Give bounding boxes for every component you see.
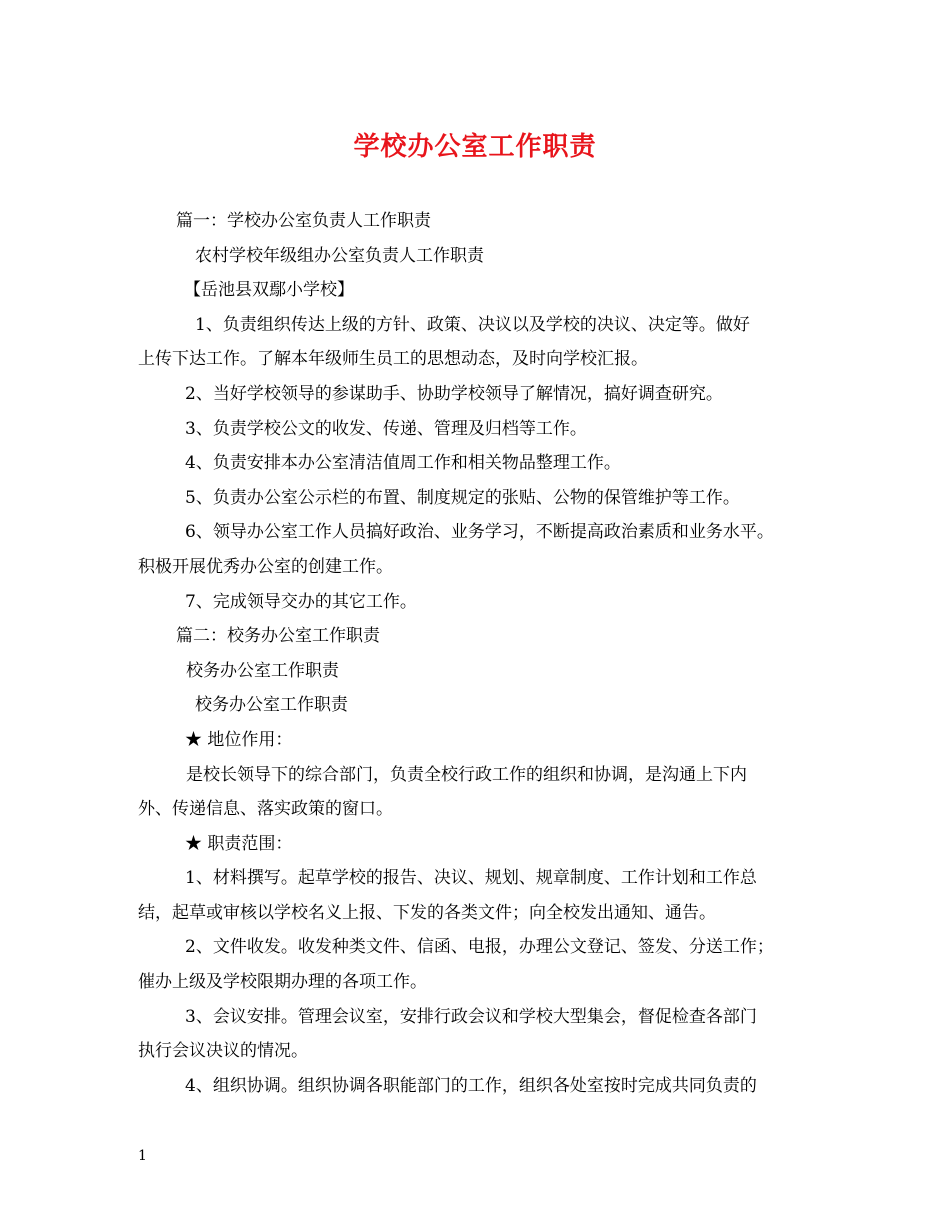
paragraph-item-6-cont: 积极开展优秀办公室的创建工作。: [138, 556, 393, 577]
paragraph-item-6: 6、领导办公室工作人员搞好政治、业务学习，不断提高政治素质和业务水平。: [185, 522, 774, 543]
paragraph-item-4: 4、负责安排本办公室清洁值周工作和相关物品整理工作。: [185, 453, 621, 474]
scope-item-1-cont: 结，起草或审核以学校名义上报、下发的各类文件；向全校发出通知、通告。: [138, 902, 716, 923]
scope-item-2-cont: 催办上级及学校限期办理的各项工作。: [138, 972, 427, 993]
document-title: 学校办公室工作职责: [353, 132, 597, 162]
document-body: [138, 204, 828, 1103]
scope-item-3-cont: 执行会议决议的情况。: [138, 1041, 308, 1062]
role-paragraph-cont: 外、传递信息、落实政策的窗口。: [138, 799, 393, 820]
subheading-1: 农村学校年级组办公室负责人工作职责: [195, 245, 484, 266]
paragraph-item-5: 5、负责办公室公示栏的布置、制度规定的张贴、公物的保管维护等工作。: [185, 487, 740, 508]
role-paragraph: 是校长领导下的综合部门，负责全校行政工作的组织和协调，是沟通上下内: [186, 764, 747, 785]
paragraph-item-1: 1、负责组织传达上级的方针、政策、决议以及学校的决议、决定等。做好: [195, 314, 750, 335]
scope-item-4: 4、组织协调。组织协调各职能部门的工作，组织各处室按时完成共同负责的: [185, 1075, 757, 1096]
subheading-2: 校务办公室工作职责: [186, 660, 339, 681]
paragraph-item-3: 3、负责学校公文的收发、传递、管理及归档等工作。: [185, 418, 587, 439]
scope-item-3: 3、会议安排。管理会议室，安排行政会议和学校大型集会，督促检查各部门: [185, 1006, 757, 1027]
school-name: 【岳池县双鄢小学校】: [184, 280, 354, 301]
role-heading: ★ 地位作用：: [185, 729, 293, 750]
page-number: 1: [138, 1148, 147, 1164]
paragraph-item-7: 7、完成领导交办的其它工作。: [185, 591, 417, 612]
scope-item-1: 1、材料撰写。起草学校的报告、决议、规划、规章制度、工作计划和工作总: [185, 868, 757, 889]
scope-item-2: 2、文件收发。收发种类文件、信函、电报，办理公文登记、签发、分送工作；: [185, 937, 774, 958]
subheading-3: 校务办公室工作职责: [195, 695, 348, 716]
paragraph-item-2: 2、当好学校领导的参谋助手、协助学校领导了解情况，搞好调查研究。: [185, 383, 723, 404]
paragraph-item-1-cont: 上传下达工作。了解本年级师生员工的思想动态，及时向学校汇报。: [138, 349, 648, 370]
section-heading-2: 篇二：校务办公室工作职责: [176, 626, 380, 647]
scope-heading: ★ 职责范围：: [185, 833, 293, 854]
section-heading-1: 篇一：学校办公室负责人工作职责: [176, 211, 431, 231]
